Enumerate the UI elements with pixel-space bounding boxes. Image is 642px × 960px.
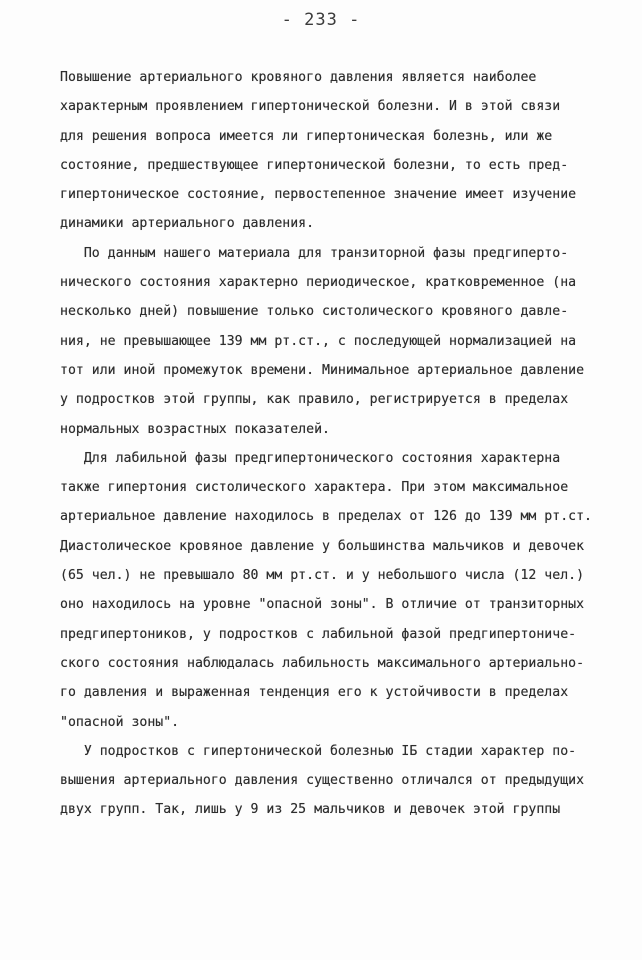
text-line: У подростков с гипертонической болезнью IБ стадии характер по- [60,743,577,759]
paragraph-2 [60,239,620,444]
text-line: характерным проявлением гипертонической болезни. И в этой связи [60,99,561,115]
text-line: Повышение артериального кровяного давления является наиболее [60,70,537,85]
page-number: - 233 - [281,10,361,30]
paragraph-1 [60,63,620,239]
text-line: ского состояния наблюдалась лабильность максимального артериально- [60,655,585,671]
text-line: ния, не превышающее 139 мм рт.ст., с последующей нормализацией на [60,333,577,349]
paragraph-3 [60,444,620,737]
text-line: динамики артериального давления. [60,216,315,232]
text-line: го давления и выраженная тенденция его к устойчивости в пределах [60,685,569,701]
text-line: состояние, предшествующее гипертонической болезни, то есть пред- [60,157,569,173]
text-line: нормальных возрастных показателей. [60,421,330,437]
text-line: двух групп. Так, лишь у 9 из 25 мальчиков и девочек этой группы [60,802,561,818]
text-line: вышения артериального давления существенно отличался от предыдущих [60,773,585,789]
text-line: гипертоническое состояние, первостепенное значение имеет изучение [60,187,577,203]
text-line: предгипертоников, у подростков с лабильной фазой предгипертониче- [60,626,577,642]
text-line: нического состояния характерно периодическое, кратковременное (на [60,275,577,291]
text-line: также гипертония систолического характера. При этом максимальное [60,480,569,496]
text-line: оно находилось на уровне "опасной зоны". В отличие от транзиторных [60,597,585,613]
text-line: (65 чел.) не превышало 80 мм рт.ст. и у небольшого числа (12 чел.) [60,568,585,584]
text-line: у подростков этой группы, как правило, регистрируется в пределах [60,392,569,408]
text-line: тот или иной промежуток времени. Минимальное артериальное давление [60,362,585,378]
body-text [60,63,620,825]
text-line: "опасной зоны". [60,714,180,730]
text-line: несколько дней) повышение только систолического кровяного давле- [60,304,569,320]
text-line: Для лабильной фазы предгипертонического состояния характерна [60,450,561,466]
paragraph-4 [60,737,620,825]
text-line: артериальное давление находилось в пределах от 126 до 139 мм рт.ст. [60,509,592,525]
text-line: Диастолическое кровяное давление у большинства мальчиков и девочек [60,538,585,554]
text-line: По данным нашего материала для транзиторной фазы предгиперто- [60,245,569,261]
text-line: для решения вопроса имеется ли гипертоническая болезнь, или же [60,128,553,144]
